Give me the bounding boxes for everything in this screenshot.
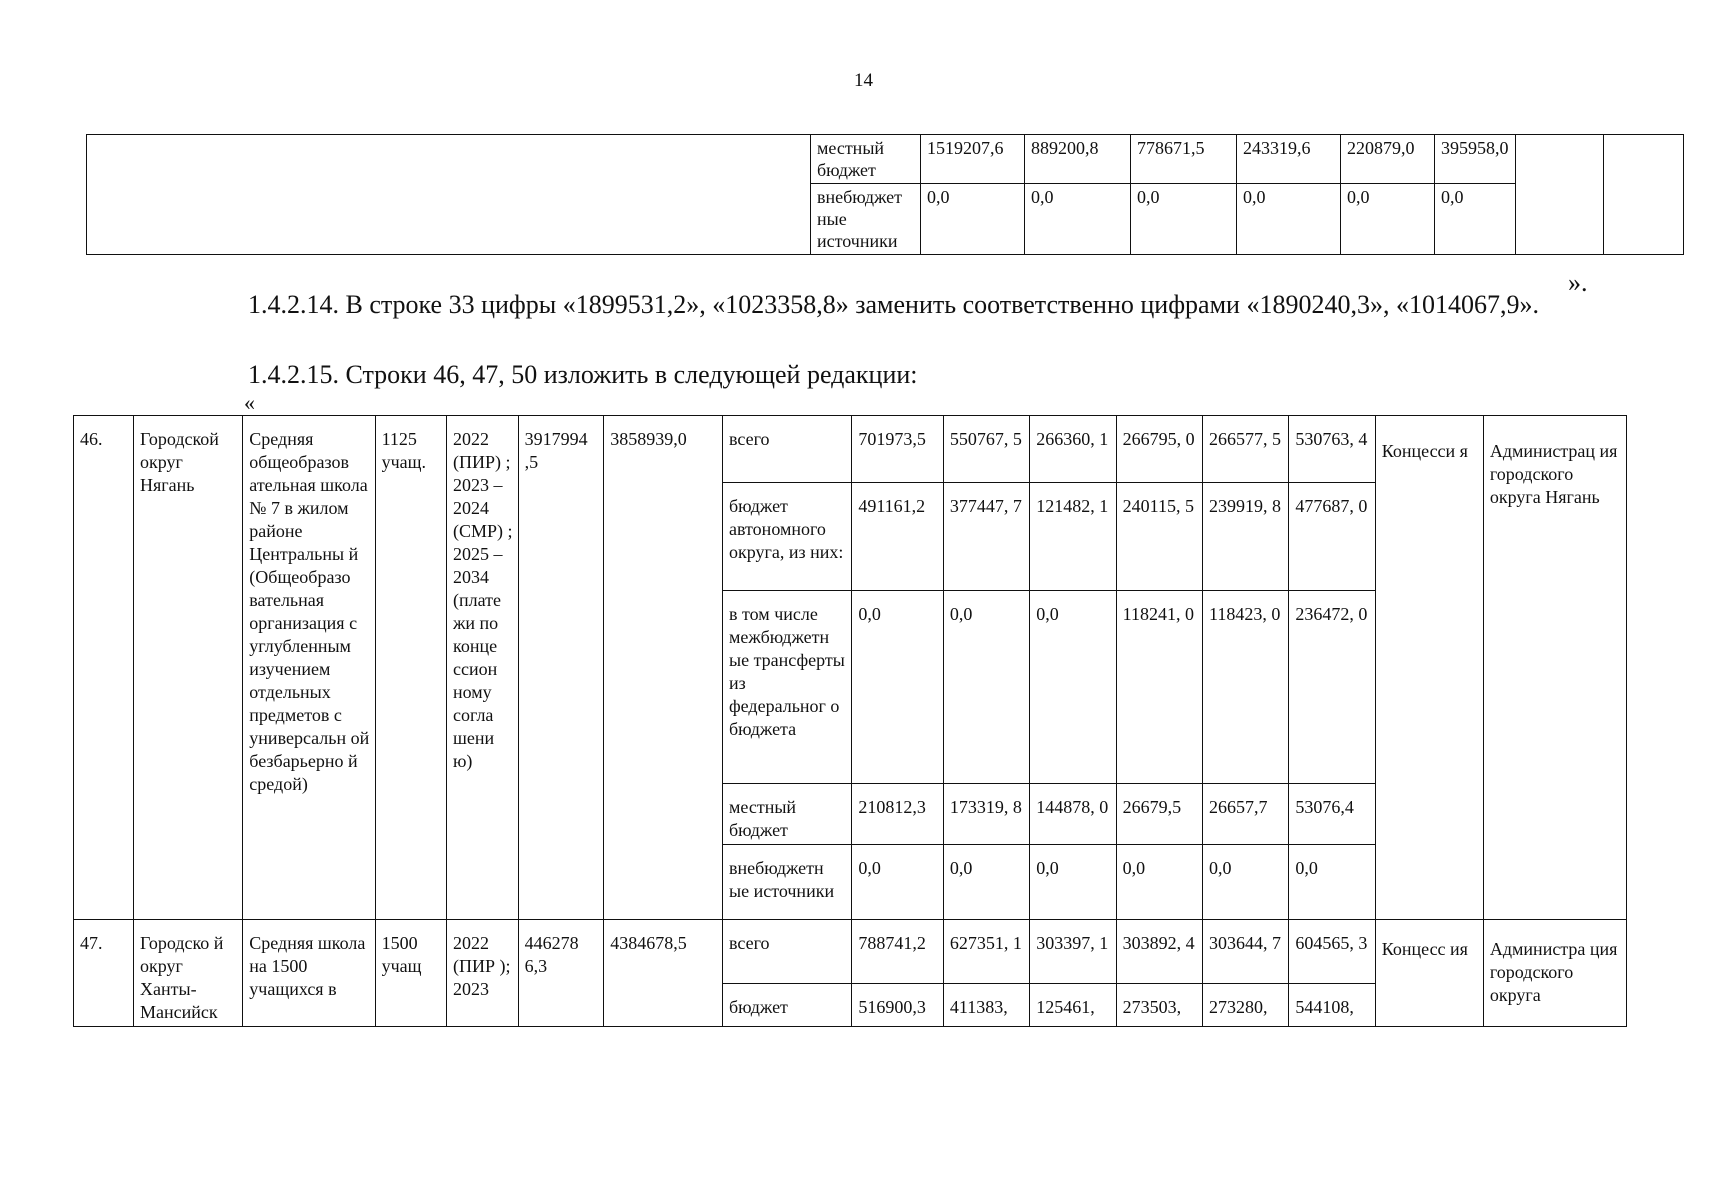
- capacity-cell: 1500 учащ: [375, 920, 446, 1027]
- value-cell: 0,0: [1030, 845, 1116, 920]
- value-cell: 243319,6: [1237, 135, 1341, 184]
- value-cell: 239919, 8: [1203, 483, 1289, 591]
- value-cell: 411383,: [943, 984, 1029, 1027]
- value-cell: 0,0: [1341, 184, 1435, 255]
- value-cell: 0,0: [852, 845, 944, 920]
- value-cell: 53076,4: [1289, 784, 1375, 845]
- value-cell: 0,0: [1289, 845, 1375, 920]
- value-cell: 121482, 1: [1030, 483, 1116, 591]
- value-cell: 0,0: [1116, 845, 1202, 920]
- value-cell: 395958,0: [1435, 135, 1516, 184]
- page-number: 14: [854, 70, 873, 91]
- period-cell: 2022 (ПИР ); 2023: [446, 920, 518, 1027]
- table-row: [74, 416, 1627, 483]
- value-cell: 220879,0: [1341, 135, 1435, 184]
- row-number: 47.: [74, 920, 134, 1027]
- row-number: 46.: [74, 416, 134, 920]
- capacity-cell: 1125 учащ.: [375, 416, 446, 920]
- value-cell: 303397, 1: [1030, 920, 1116, 984]
- value-cell: 266577, 5: [1203, 416, 1289, 483]
- closing-quote: ».: [1568, 268, 1588, 297]
- value-cell: 889200,8: [1025, 135, 1131, 184]
- value-cell: 303892, 4: [1116, 920, 1202, 984]
- value-cell: 0,0: [1203, 845, 1289, 920]
- estimate-cell: 3917994 ,5: [518, 416, 604, 920]
- opening-quote: «: [244, 390, 255, 415]
- funding-source-label: всего: [723, 920, 852, 984]
- value-cell: 273280,: [1203, 984, 1289, 1027]
- objects-table: [73, 415, 1627, 1027]
- district-cell: Городской округ Нягань: [134, 416, 243, 920]
- value-cell: 604565, 3: [1289, 920, 1375, 984]
- value-cell: 125461,: [1030, 984, 1116, 1027]
- value-cell: 0,0: [921, 184, 1025, 255]
- value-cell: 303644, 7: [1203, 920, 1289, 984]
- value-cell: 788741,2: [852, 920, 944, 984]
- value-cell: 477687, 0: [1289, 483, 1375, 591]
- estimate-cell: 446278 6,3: [518, 920, 604, 1027]
- funding-source-label: местный бюджет: [811, 135, 921, 184]
- value-cell: 118423, 0: [1203, 591, 1289, 784]
- value-cell: 236472, 0: [1289, 591, 1375, 784]
- value-cell: 0,0: [943, 591, 1029, 784]
- value-cell: 26679,5: [1116, 784, 1202, 845]
- remaining-cost-cell: 3858939,0: [604, 416, 723, 920]
- value-cell: 0,0: [943, 845, 1029, 920]
- funding-source-label: бюджет: [723, 984, 852, 1027]
- empty-merged-cell: [87, 135, 811, 255]
- value-cell: 0,0: [1237, 184, 1341, 255]
- value-cell: 173319, 8: [943, 784, 1029, 845]
- value-cell: 0,0: [852, 591, 944, 784]
- table-row: [87, 135, 1684, 184]
- value-cell: 210812,3: [852, 784, 944, 845]
- empty-cell: [1515, 135, 1603, 255]
- value-cell: 377447, 7: [943, 483, 1029, 591]
- amendment-paragraph-14: 1.4.2.14. В строке 33 цифры «1899531,2», «1023358,8» заменить соответственно цифрами «1890240,3», «1014067,9».: [248, 290, 1539, 319]
- empty-cell: [1603, 135, 1684, 255]
- funding-source-label: в том числе межбюджетн ые трансферты из федеральног о бюджета: [723, 591, 852, 784]
- mechanism-cell: Концесс ия: [1375, 920, 1483, 1027]
- object-name-cell: Средняя школа на 1500 учащихся в: [243, 920, 375, 1027]
- value-cell: 0,0: [1435, 184, 1516, 255]
- value-cell: 144878, 0: [1030, 784, 1116, 845]
- funding-source-label: внебюджетн ые источники: [723, 845, 852, 920]
- remaining-cost-cell: 4384678,5: [604, 920, 723, 1027]
- continued-table: [86, 134, 1684, 255]
- value-cell: 627351, 1: [943, 920, 1029, 984]
- value-cell: 1519207,6: [921, 135, 1025, 184]
- value-cell: 778671,5: [1131, 135, 1237, 184]
- value-cell: 273503,: [1116, 984, 1202, 1027]
- value-cell: 26657,7: [1203, 784, 1289, 845]
- funding-source-label: всего: [723, 416, 852, 483]
- district-cell: Городско й округ Ханты- Мансийск: [134, 920, 243, 1027]
- period-cell: 2022 (ПИР) ; 2023 – 2024 (СМР) ; 2025 – 2034 (плате жи по конце ссион ному согла шени ю): [446, 416, 518, 920]
- value-cell: 516900,3: [852, 984, 944, 1027]
- value-cell: 266795, 0: [1116, 416, 1202, 483]
- value-cell: 701973,5: [852, 416, 944, 483]
- funding-source-label: местный бюджет: [723, 784, 852, 845]
- value-cell: 240115, 5: [1116, 483, 1202, 591]
- funding-source-label: бюджет автономного округа, из них:: [723, 483, 852, 591]
- customer-cell: Администрац ия городского округа Нягань: [1483, 416, 1626, 920]
- mechanism-cell: Концесси я: [1375, 416, 1483, 920]
- object-name-cell: Средняя общеобразов ательная школа № 7 в жилом районе Центральны й (Общеобразо вательная организация с углубленным изучением отдельных предметов с универсальн ой безбарьерно й средой): [243, 416, 375, 920]
- value-cell: 0,0: [1131, 184, 1237, 255]
- value-cell: 550767, 5: [943, 416, 1029, 483]
- value-cell: 491161,2: [852, 483, 944, 591]
- funding-source-label: внебюджет ные источники: [811, 184, 921, 255]
- value-cell: 0,0: [1030, 591, 1116, 784]
- value-cell: 118241, 0: [1116, 591, 1202, 784]
- value-cell: 544108,: [1289, 984, 1375, 1027]
- table-row: [74, 920, 1627, 984]
- value-cell: 0,0: [1025, 184, 1131, 255]
- customer-cell: Администра ция городского округа: [1483, 920, 1626, 1027]
- value-cell: 530763, 4: [1289, 416, 1375, 483]
- value-cell: 266360, 1: [1030, 416, 1116, 483]
- amendment-paragraph-15: 1.4.2.15. Строки 46, 47, 50 изложить в следующей редакции:: [248, 360, 918, 389]
